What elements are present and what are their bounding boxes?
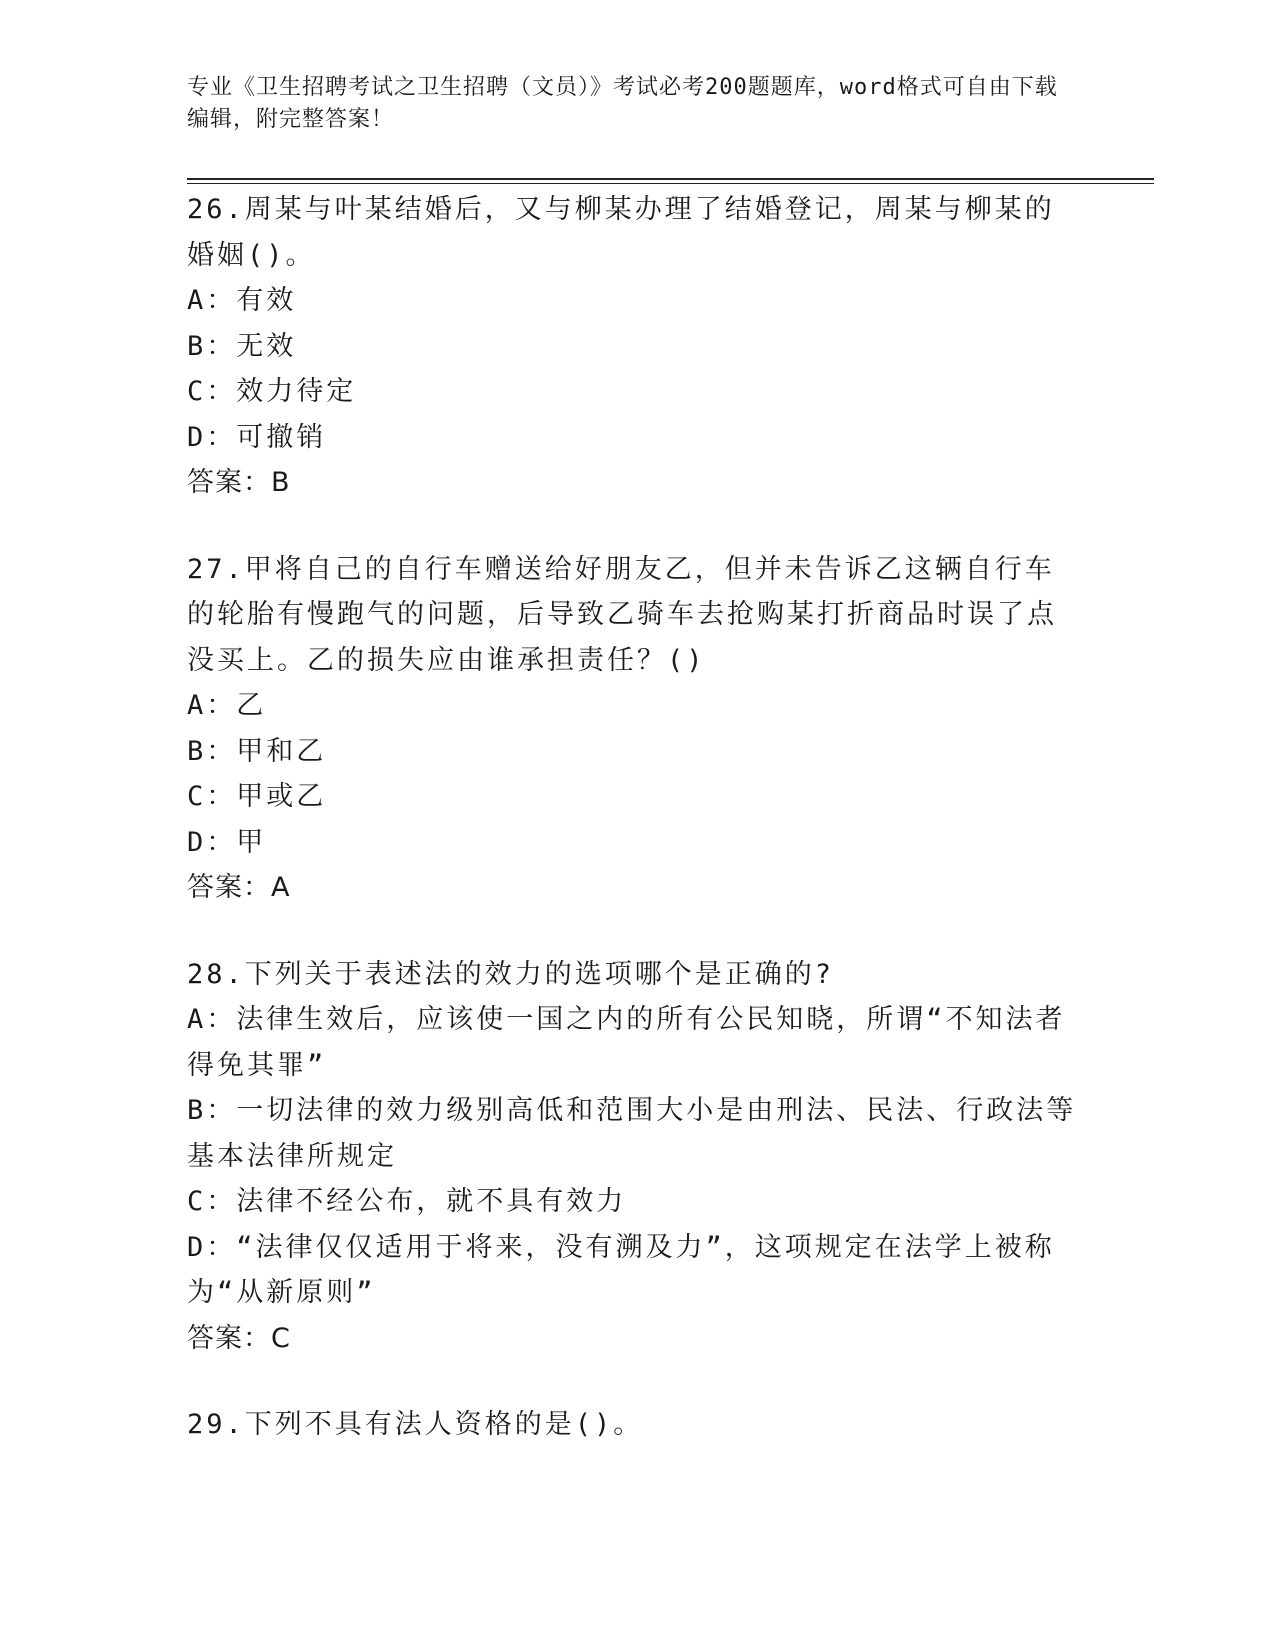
option-d: D：“法律仅仅适用于将来，没有溯及力”，这项规定在法学上被称为“从新原则” bbox=[187, 1231, 1055, 1308]
header-divider-thin bbox=[187, 183, 1154, 184]
question-29 bbox=[187, 1402, 1077, 1448]
option-d: D：可撤销 bbox=[187, 421, 327, 453]
option-a: A：有效 bbox=[187, 285, 297, 316]
question-text: 26.周某与叶某结婚后，又与柳某办理了结婚登记，周某与柳某的婚姻()。 bbox=[187, 194, 1055, 271]
answer: 答案：A bbox=[187, 872, 291, 903]
question-text: 28.下列关于表述法的效力的选项哪个是正确的? bbox=[187, 958, 835, 990]
question-text: 27.甲将自己的自行车赠送给好朋友乙，但并未告诉乙这辆自行车的轮胎有慢跑气的问题，后导致乙骑车去抢购某打折商品时误了点没买上。乙的损失应由谁承担责任？() bbox=[187, 553, 1057, 676]
option-c: C：效力待定 bbox=[187, 376, 357, 407]
question-text: 29.下列不具有法人资格的是()。 bbox=[187, 1409, 644, 1440]
question-28 bbox=[187, 952, 1077, 1362]
option-b: B：甲和乙 bbox=[187, 735, 327, 767]
question-list bbox=[187, 187, 1077, 1489]
question-26 bbox=[187, 187, 1077, 506]
question-27 bbox=[187, 547, 1077, 911]
option-a: A：乙 bbox=[187, 690, 267, 721]
option-c: C：法律不经公布，就不具有效力 bbox=[187, 1186, 627, 1217]
answer: 答案：B bbox=[187, 467, 291, 498]
option-c: C：甲或乙 bbox=[187, 781, 327, 812]
option-a: A：法律生效后，应该使一国之内的所有公民知晓，所谓“不知法者得免其罪” bbox=[187, 1004, 1066, 1081]
header-divider bbox=[187, 178, 1154, 180]
page-header: 专业《卫生招聘考试之卫生招聘（文员）》考试必考200题题库，word格式可自由下载编辑，附完整答案！ bbox=[187, 75, 1058, 132]
answer: 答案：C bbox=[187, 1322, 291, 1354]
option-d: D：甲 bbox=[187, 826, 267, 858]
option-b: B：无效 bbox=[187, 330, 297, 362]
option-b: B：一切法律的效力级别高低和范围大小是由刑法、民法、行政法等基本法律所规定 bbox=[187, 1095, 1077, 1172]
